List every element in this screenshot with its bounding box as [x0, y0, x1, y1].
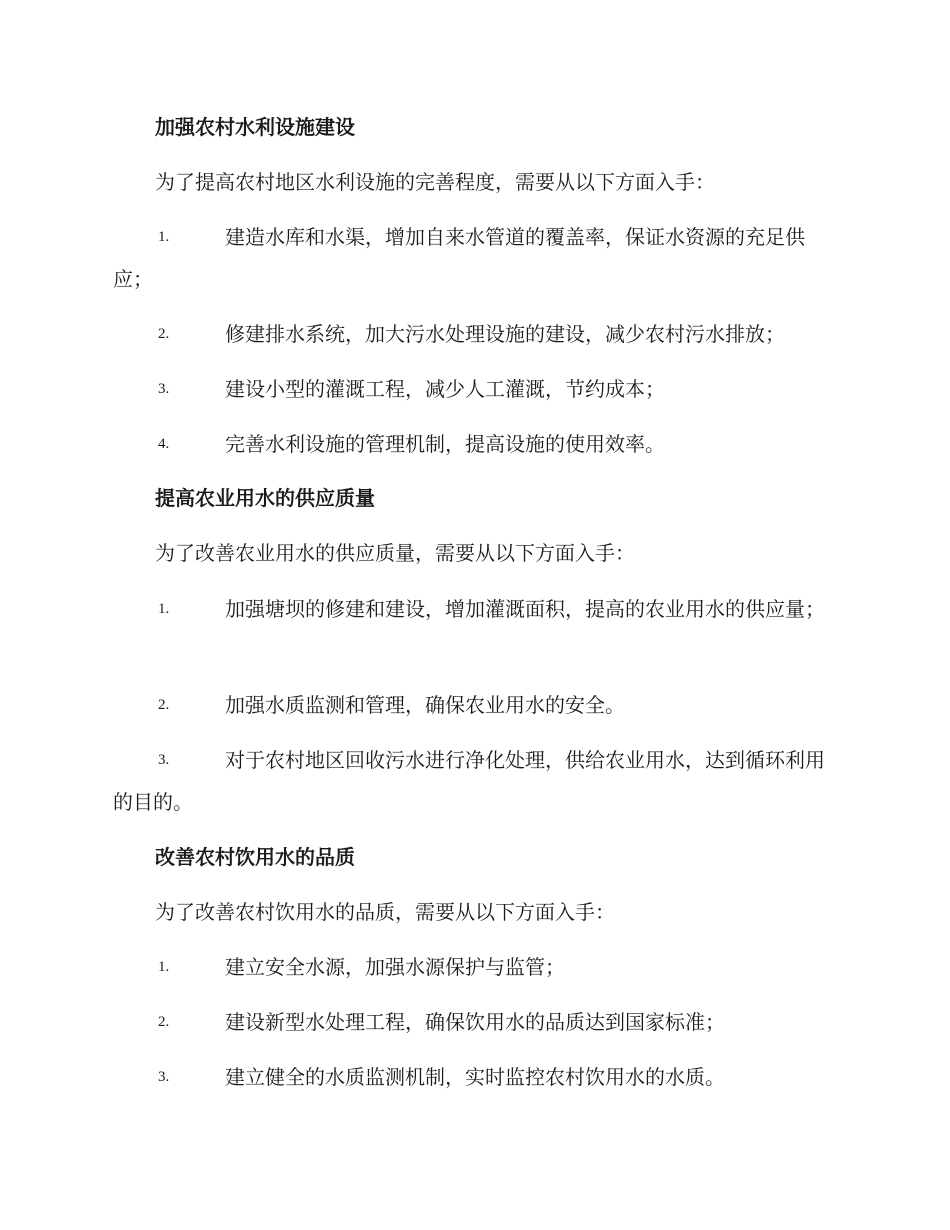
- list-item: [113, 739, 838, 823]
- list-item-text: 建设小型的灌溉工程，减少人工灌溉，节约成本；: [225, 377, 665, 401]
- section-intro: 为了改善农业用水的供应质量，需要从以下方面入手：: [155, 541, 635, 565]
- section-intro: 为了提高农村地区水利设施的完善程度，需要从以下方面入手：: [155, 170, 715, 194]
- list-item: [113, 368, 838, 410]
- list-item-text: 加强塘坝的修建和建设，增加灌溉面积，提高的农业用水的供应量；: [225, 597, 825, 621]
- list-item-text: 修建排水系统，加大污水处理设施的建设，减少农村污水排放；: [225, 322, 785, 346]
- list-item: [113, 588, 838, 630]
- section-heading: 提高农业用水的供应质量: [155, 486, 375, 510]
- list-item-number: 1.: [158, 229, 170, 245]
- list-item-text: 建造水库和水渠，增加自来水管道的覆盖率，保证水资源的充足供应；: [113, 225, 805, 291]
- section-intro: 为了改善农村饮用水的品质，需要从以下方面入手：: [155, 900, 615, 924]
- list-item: [113, 946, 838, 988]
- list-item-number: 2.: [158, 1014, 170, 1030]
- list-item: [113, 684, 838, 726]
- list-item-number: 2.: [158, 697, 170, 713]
- list-item-text: 加强水质监测和管理，确保农业用水的安全。: [225, 693, 625, 717]
- list-item-number: 1.: [158, 959, 170, 975]
- list-item-number: 4.: [158, 436, 170, 452]
- list-item-text: 建立安全水源，加强水源保护与监管；: [225, 955, 565, 979]
- list-item: [113, 423, 838, 465]
- list-item-number: 3.: [158, 381, 170, 397]
- list-item: [113, 313, 838, 355]
- list-item-text: 完善水利设施的管理机制，提高设施的使用效率。: [225, 432, 665, 456]
- list-item: [113, 1001, 838, 1043]
- list-item-text: 对于农村地区回收污水进行净化处理，供给农业用水，达到循环利用的目的。: [113, 748, 825, 814]
- list-item: [113, 1056, 838, 1098]
- list-item-number: 2.: [158, 326, 170, 342]
- section-heading: 改善农村饮用水的品质: [155, 845, 355, 869]
- list-item: [113, 216, 838, 300]
- list-item-number: 3.: [158, 1069, 170, 1085]
- list-item-number: 1.: [158, 601, 170, 617]
- list-item-text: 建设新型水处理工程，确保饮用水的品质达到国家标准；: [225, 1010, 725, 1034]
- list-item-number: 3.: [158, 752, 170, 768]
- list-item-text: 建立健全的水质监测机制，实时监控农村饮用水的水质。: [225, 1065, 725, 1089]
- section-heading: 加强农村水利设施建设: [155, 115, 355, 139]
